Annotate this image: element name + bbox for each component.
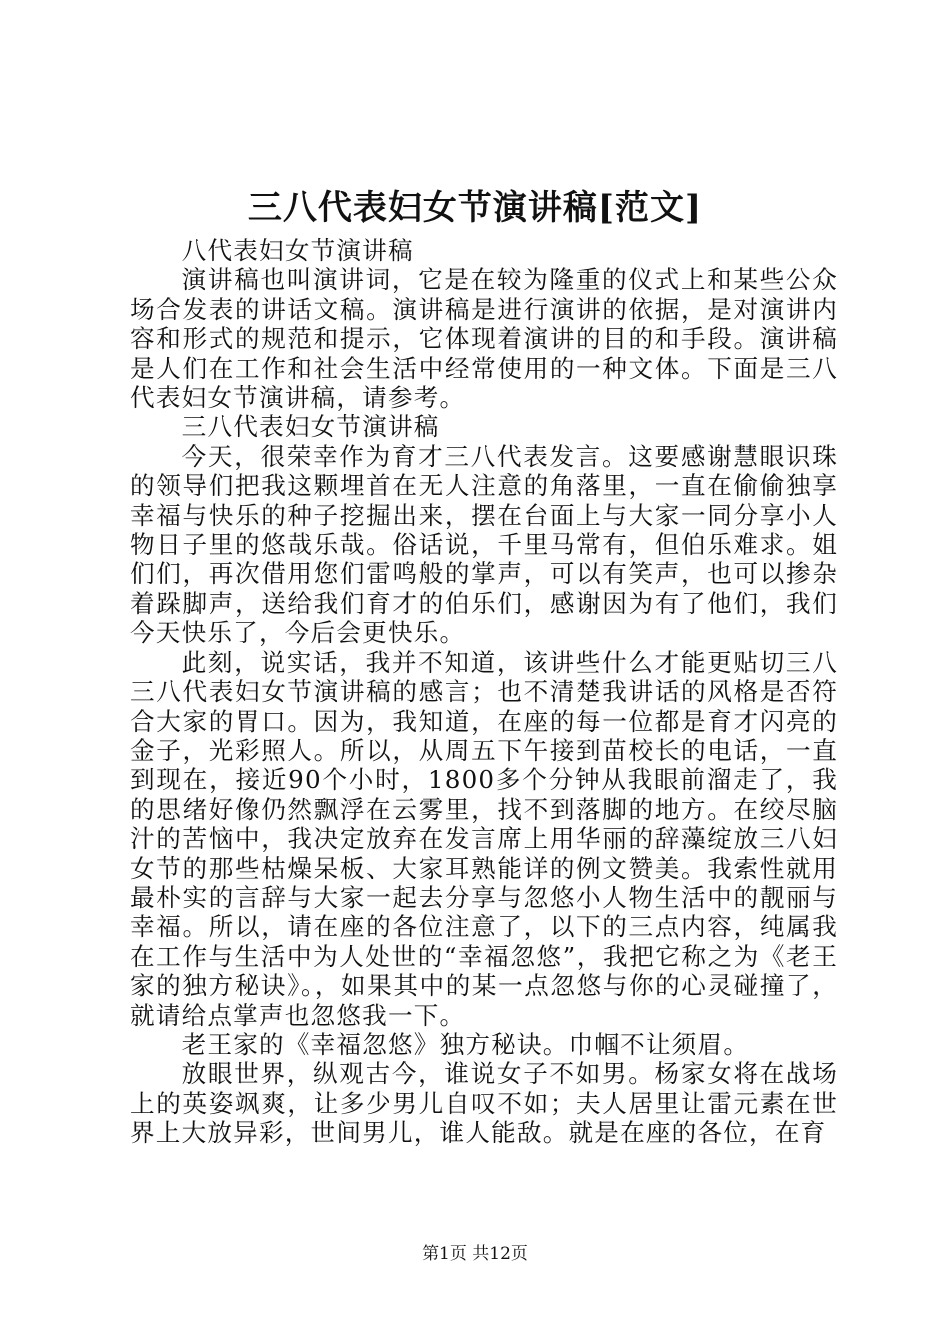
document-title: 三八代表妇女节演讲稿[范文] xyxy=(247,188,703,228)
paragraph: 放眼世界，纵观古今，谁说女子不如男。杨家女将在战场上的英姿飒爽，让多少男儿自叹不如；夫人居里让雷元素在世界上大放异彩，世间男儿，谁人能敌。就是在座的各位，在育 xyxy=(130,1059,838,1148)
paragraph: 此刻，说实话，我并不知道，该讲些什么才能更贴切三八三八代表妇女节演讲稿的感言；也不清楚我讲话的风格是否符合大家的胃口。因为，我知道，在座的每一位都是育才闪亮的金子，光彩照人。所以，从周五下午接到苗校长的电话，一直到现在，接近90个小时，1800多个分钟从我眼前溜走了，我的思绪好像仍然飘浮在云雾里，找不到落脚的地方。在绞尽脑汁的苦恼中，我决定放弃在发言席上用华丽的辞藻绽放三八妇女节的那些枯燥呆板、大家耳熟能详的例文赞美。我索性就用最朴实的言辞与大家一起去分享与忽悠小人物生活中的靓丽与幸福。所以，请在座的各位注意了，以下的三点内容，纯属我在工作与生活中为人处世的“幸福忽悠”，我把它称之为《老王家的独方秘诀》。，如果其中的某一点忽悠与你的心灵碰撞了，就请给点掌声也忽悠我一下。 xyxy=(130,647,838,1030)
page-number-footer: 第1页 共12页 xyxy=(422,1244,528,1264)
document-body xyxy=(130,236,838,1148)
paragraph: 今天，很荣幸作为育才三八代表发言。这要感谢慧眼识珠的领导们把我这颗埋首在无人注意的角落里，一直在偷偷独享幸福与快乐的种子挖掘出来，摆在台面上与大家一同分享小人物日子里的悠哉乐哉。俗话说，千里马常有，但伯乐难求。姐们们，再次借用您们雷鸣般的掌声，可以有笑声，也可以掺杂着跺脚声，送给我们育才的伯乐们，感谢因为有了他们，我们今天快乐了，今后会更快乐。 xyxy=(130,441,838,648)
paragraph: 三八代表妇女节演讲稿 xyxy=(181,412,440,442)
paragraph: 老王家的《幸福忽悠》独方秘诀。巾帼不让须眉。 xyxy=(181,1029,750,1059)
paragraph: 演讲稿也叫演讲词，它是在较为隆重的仪式上和某些公众场合发表的讲话文稿。演讲稿是进行演讲的依据，是对演讲内容和形式的规范和提示，它体现着演讲的目的和手段。演讲稿是人们在工作和社会生活中经常使用的一种文体。下面是三八代表妇女节演讲稿，请参考。 xyxy=(130,265,838,413)
paragraph: 八代表妇女节演讲稿 xyxy=(181,236,414,265)
